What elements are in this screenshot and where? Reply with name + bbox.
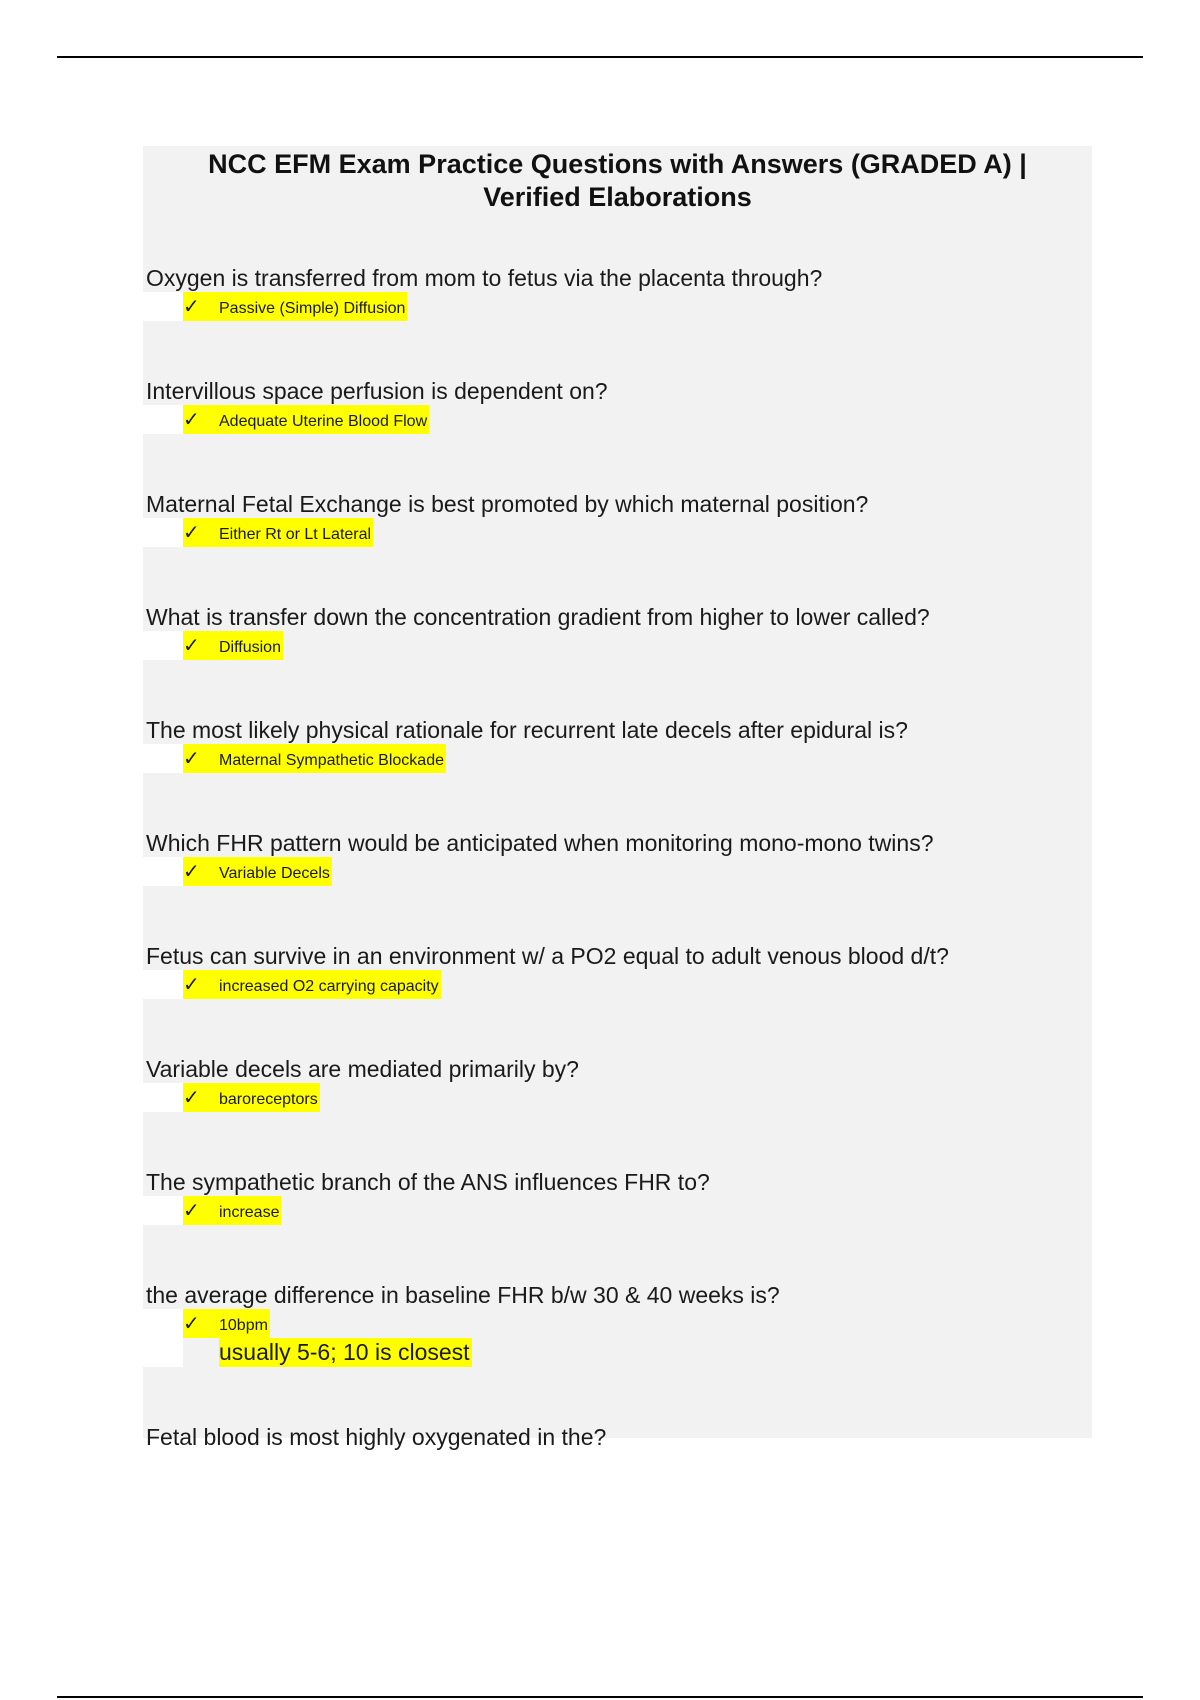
answer-text: Passive (Simple) Diffusion [219, 300, 406, 317]
qa-item [146, 942, 1086, 999]
answer-row [146, 518, 1086, 547]
title-line-2: Verified Elaborations [483, 182, 752, 212]
answer-highlight [183, 1309, 270, 1338]
qa-item [146, 603, 1086, 660]
question-text: Intervillous space perfusion is dependent on? [146, 378, 608, 404]
checkmark-icon: ✓ [183, 859, 200, 883]
answer-text: Diffusion [219, 639, 281, 656]
checkmark-icon: ✓ [183, 972, 200, 996]
answer-text: Maternal Sympathetic Blockade [219, 752, 444, 769]
checkmark-icon: ✓ [183, 1085, 200, 1109]
answer-row [146, 631, 1086, 660]
answer-highlight [183, 1196, 281, 1225]
qa-item [146, 829, 1086, 886]
question-text: The most likely physical rationale for recurrent late decels after epidural is? [146, 717, 908, 743]
answer-text: Adequate Uterine Blood Flow [219, 413, 428, 430]
answer-row [146, 970, 1086, 999]
qa-item [146, 1168, 1086, 1225]
answer-row [146, 857, 1086, 886]
qa-list [146, 264, 1086, 1507]
answer-note-row [146, 1338, 1086, 1367]
answer-highlight [183, 631, 283, 660]
document-body [143, 146, 1092, 1450]
answer-highlight [183, 292, 407, 321]
answer-text: baroreceptors [219, 1091, 318, 1108]
answer-row [146, 1196, 1086, 1225]
question-text: Fetus can survive in an environment w/ a PO2 equal to adult venous blood d/t? [146, 943, 949, 969]
question-text: Variable decels are mediated primarily by? [146, 1056, 579, 1082]
question-text: The sympathetic branch of the ANS influences FHR to? [146, 1169, 710, 1195]
checkmark-icon: ✓ [183, 407, 200, 431]
qa-item [146, 1281, 1086, 1367]
checkmark-icon: ✓ [183, 746, 200, 770]
qa-item [146, 490, 1086, 547]
question-text: Oxygen is transferred from mom to fetus via the placenta through? [146, 265, 823, 291]
question-text: What is transfer down the concentration gradient from higher to lower called? [146, 604, 930, 630]
answer-highlight [183, 744, 446, 773]
title-line-1: NCC EFM Exam Practice Questions with Answers (GRADED A) | [208, 149, 1027, 179]
question-text: Which FHR pattern would be anticipated when monitoring mono-mono twins? [146, 830, 934, 856]
answer-text: 10bpm [219, 1317, 268, 1334]
qa-item [146, 1423, 1086, 1451]
answer-row [146, 744, 1086, 773]
answer-highlight [183, 405, 429, 434]
qa-item [146, 377, 1086, 434]
qa-item [146, 264, 1086, 321]
bottom-rule [57, 1696, 1143, 1698]
answer-row [146, 405, 1086, 434]
answer-highlight [183, 970, 441, 999]
answer-highlight [183, 518, 373, 547]
answer-note: usually 5-6; 10 is closest [219, 1339, 470, 1365]
answer-highlight [183, 1083, 320, 1112]
answer-text: Either Rt or Lt Lateral [219, 526, 372, 543]
checkmark-icon: ✓ [183, 1198, 200, 1222]
checkmark-icon: ✓ [183, 633, 200, 657]
document-title [143, 146, 1092, 214]
answer-row [146, 292, 1086, 321]
checkmark-icon: ✓ [183, 294, 200, 318]
answer-text: Variable Decels [219, 865, 330, 882]
question-text: Fetal blood is most highly oxygenated in the? [146, 1424, 607, 1450]
question-text: the average difference in baseline FHR b/w 30 & 40 weeks is? [146, 1282, 780, 1308]
answer-row [146, 1083, 1086, 1112]
answer-text: increase [219, 1204, 280, 1221]
checkmark-icon: ✓ [183, 520, 200, 544]
answer-highlight [183, 857, 332, 886]
qa-item [146, 716, 1086, 773]
question-text: Maternal Fetal Exchange is best promoted by which maternal position? [146, 491, 869, 517]
checkmark-icon: ✓ [183, 1311, 200, 1335]
answer-text: increased O2 carrying capacity [219, 978, 439, 995]
answer-row [146, 1309, 1086, 1338]
qa-item [146, 1055, 1086, 1112]
top-rule [57, 56, 1143, 58]
